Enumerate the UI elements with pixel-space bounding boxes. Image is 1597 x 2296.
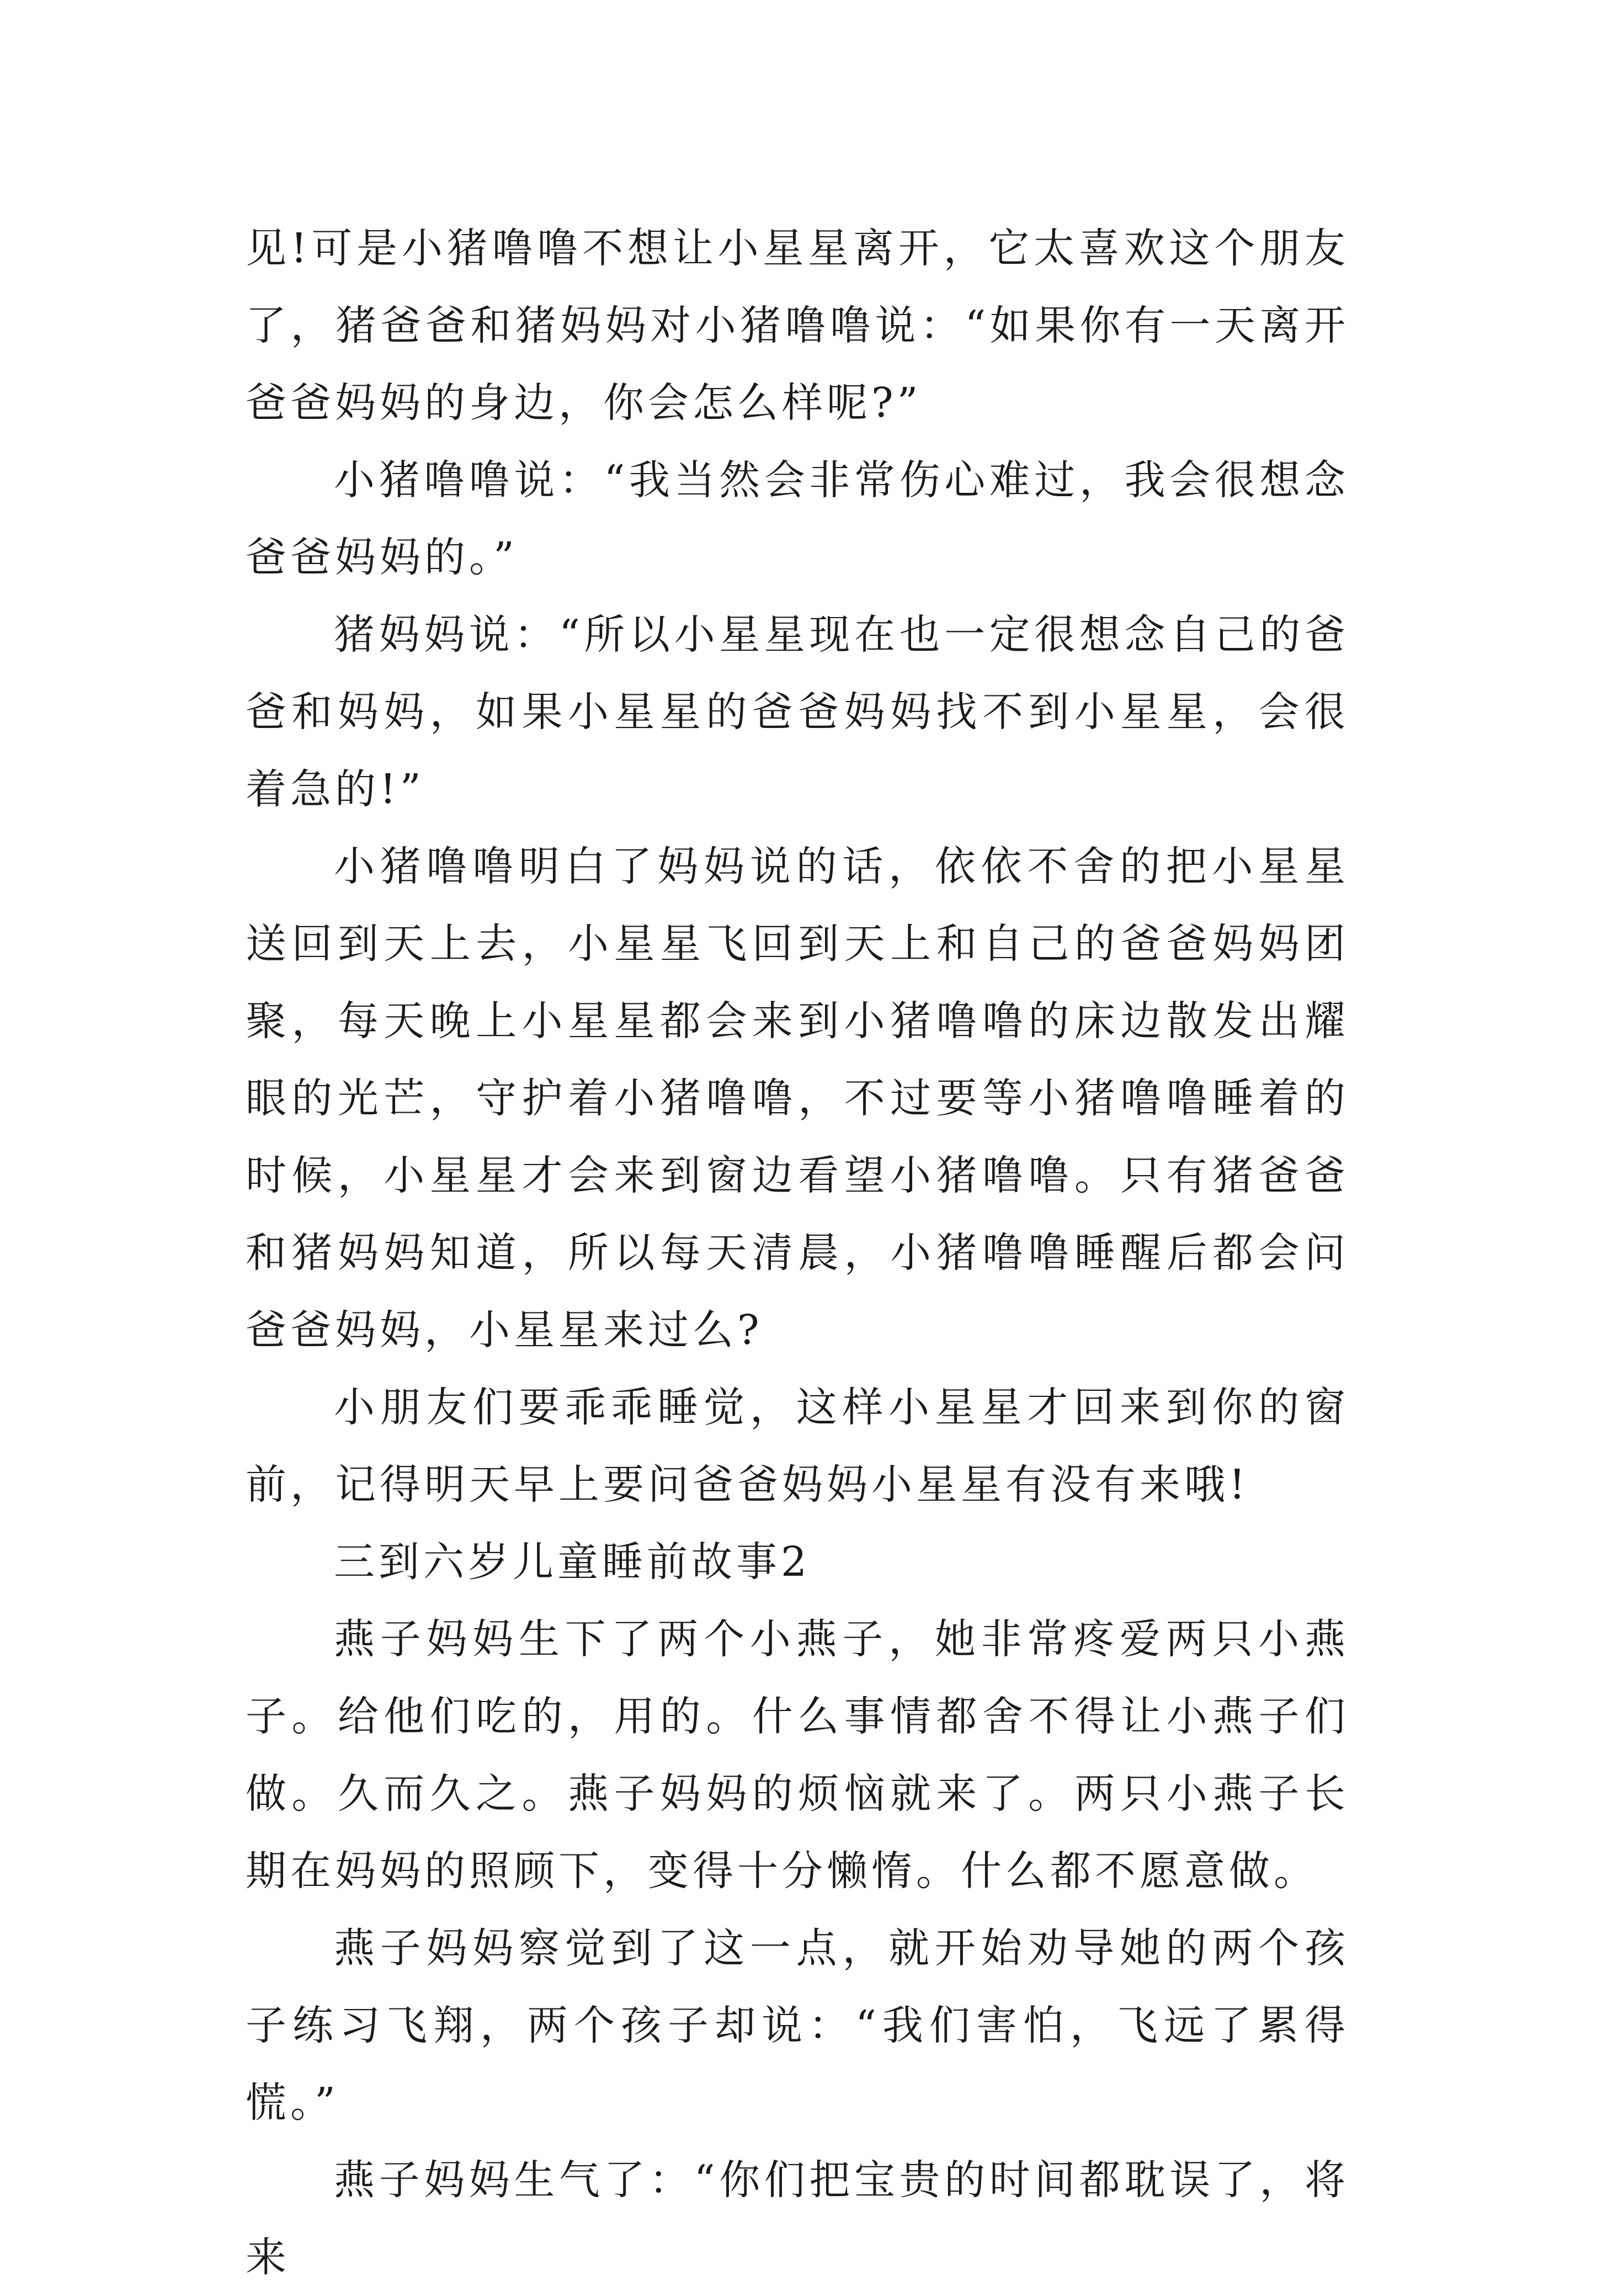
paragraph-1: 见!可是小猪噜噜不想让小星星离开，它太喜欢这个朋友了，猪爸爸和猪妈妈对小猪噜噜说：“如果你有一天离开爸爸妈妈的身边，你会怎么样呢?” <box>246 225 1349 427</box>
paragraph-2: 小猪噜噜说：“我当然会非常伤心难过，我会很想念爸爸妈妈的。” <box>246 456 1349 581</box>
paragraph-3: 猪妈妈说：“所以小星星现在也一定很想念自己的爸爸和妈妈，如果小星星的爸爸妈妈找不到小星星，会很着急的!” <box>246 611 1349 813</box>
paragraph-8: 燕子妈妈生气了：“你们把宝贵的时间都耽误了，将来 <box>246 2156 1349 2281</box>
document-body <box>246 210 1349 2296</box>
paragraph-4: 小猪噜噜明白了妈妈说的话，依依不舍的把小星星送回到天上去，小星星飞回到天上和自己的爸爸妈妈团聚，每天晚上小星星都会来到小猪噜噜的床边散发出耀眼的光芒，守护着小猪噜噜，不过要等小猪噜噜睡着的时候，小星星才会来到窗边看望小猪噜噜。只有猪爸爸和猪妈妈知道，所以每天清晨，小猪噜噜睡醒后都会问爸爸妈妈，小星星来过么? <box>246 843 1349 1354</box>
paragraph-7: 燕子妈妈察觉到了这一点，就开始劝导她的两个孩子练习飞翔，两个孩子却说：“我们害怕，飞远了累得慌。” <box>246 1925 1349 2127</box>
paragraph-6: 燕子妈妈生下了两个小燕子，她非常疼爱两只小燕子。给他们吃的，用的。什么事情都舍不得让小燕子们做。久而久之。燕子妈妈的烦恼就来了。两只小燕子长期在妈妈的照顾下，变得十分懒惰。什么都不愿意做。 <box>246 1615 1349 1895</box>
story-heading: 三到六岁儿童睡前故事2 <box>334 1538 811 1586</box>
paragraph-5: 小朋友们要乖乖睡觉，这样小星星才回来到你的窗前，记得明天早上要问爸爸妈妈小星星有没有来哦! <box>246 1384 1349 1508</box>
